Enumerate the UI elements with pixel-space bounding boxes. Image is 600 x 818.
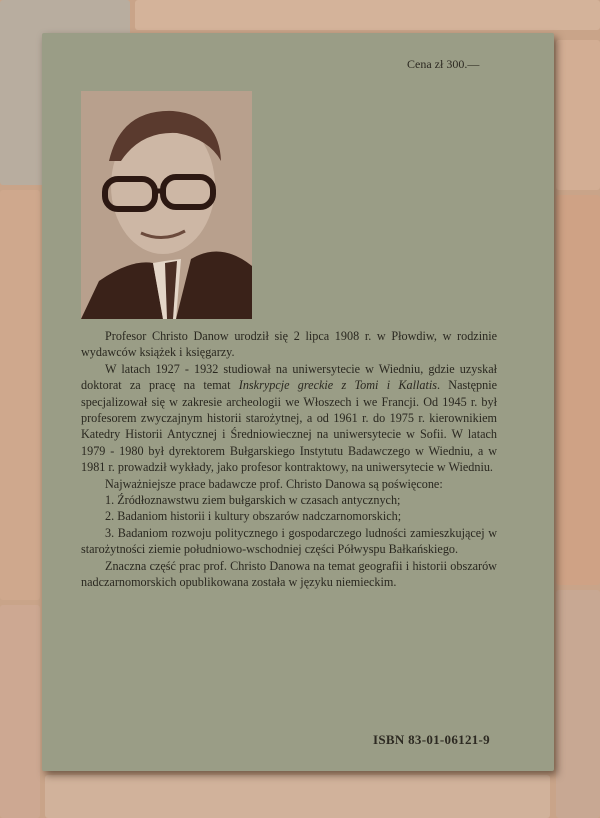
closing-paragraph: Znaczna część prac prof. Christo Danowa na temat geografii i historii obszarów nadczarnomorskich opublikowana została w języku niemieckim. bbox=[81, 558, 497, 590]
works-list bbox=[81, 492, 497, 558]
brick bbox=[0, 190, 40, 600]
works-intro-paragraph: Najważniejsze prace badawcze prof. Christo Danowa są poświęcone: bbox=[105, 476, 443, 491]
list-item: 2. Badaniom historii i kultury obszarów nadczarnomorskich; bbox=[105, 509, 402, 524]
brick bbox=[0, 605, 40, 818]
brick bbox=[556, 195, 600, 585]
price-label: Cena zł 300.— bbox=[407, 57, 480, 71]
author-portrait-photo bbox=[81, 91, 252, 319]
portrait-illustration bbox=[81, 91, 252, 319]
list-item: 3. Badaniom rozwoju politycznego i gospodarczego ludności zamieszkującej w starożytności ziemie południowo-wschodniej części Półwyspu Bałkańskiego. bbox=[81, 525, 497, 557]
brick bbox=[556, 590, 600, 818]
brick bbox=[556, 40, 600, 190]
biography-paragraph: Profesor Christo Danow urodził się 2 lipca 1908 r. w Płowdiw, w rodzinie wydawców książek i księgarzy. bbox=[81, 329, 497, 360]
brick bbox=[45, 775, 550, 818]
paragraph-text: . Następnie specjalizował się w zakresie archeologii we Włoszech i we Francji. Od 1945 r. był profesorem zwyczajnym historii starożytnej, a od 1961 r. do 1975 r. kierownikiem Katedry Historii Antycznej i Średniowiecznej na uniwersytecie w Sofii. W latach 1979 - 1980 był dyrektorem Bułgarskiego Instytutu Badawczego w Wiedniu, a w 1981 r. prowadził wykłady, jako profesor kontraktowy, na uniwersytecie w Wiedniu. bbox=[81, 378, 498, 475]
list-item: 1. Źródłoznawstwu ziem bułgarskich w czasach antycznych; bbox=[105, 493, 401, 508]
paragraph-text: W latach 1927 - 1932 studiował na uniwersytecie w Wiedniu, gdzie uzyskał doktorat za pracę na temat bbox=[81, 361, 497, 393]
brick bbox=[135, 0, 600, 30]
isbn-label: ISBN 83-01-06121-9 bbox=[373, 732, 490, 747]
thesis-title: Inskrypcje greckie z Tomi i Kallatis bbox=[238, 378, 437, 393]
author-biography bbox=[81, 328, 497, 591]
biography-paragraph bbox=[81, 361, 497, 476]
